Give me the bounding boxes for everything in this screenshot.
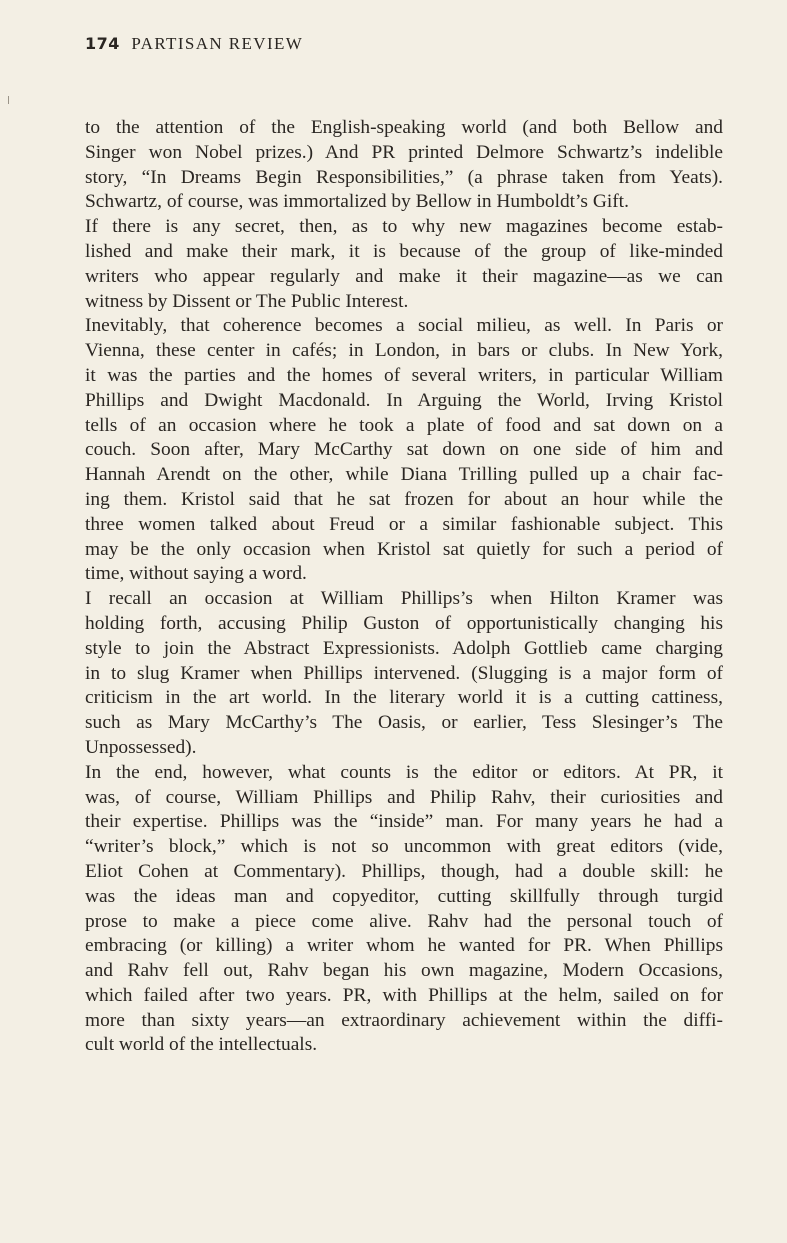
- text-line: Schwartz, of course, was immortalized by Bellow in Humboldt’s Gift.: [85, 191, 629, 213]
- text-line: lished and make their mark, it is because of the group of like-minded: [85, 240, 723, 262]
- text-line: embracing (or killing) a writer whom he wanted for PR. When Phillips: [85, 935, 723, 957]
- text-line: In the end, however, what counts is the editor or editors. At PR, it: [85, 761, 723, 783]
- text-line: more than sixty years—an extraordinary achievement within the diffi-: [85, 1009, 723, 1031]
- margin-mark: [8, 96, 9, 104]
- paragraph: [85, 761, 723, 1059]
- text-line: cult world of the intellectuals.: [85, 1034, 318, 1056]
- text-line: style to join the Abstract Expressionists. Adolph Gottlieb came charging: [85, 637, 723, 659]
- page-header: [85, 34, 303, 54]
- body-text: [85, 116, 723, 1058]
- text-line: was the ideas man and copyeditor, cutting skillfully through turgid: [85, 885, 723, 907]
- running-head: PARTISAN REVIEW: [131, 34, 304, 53]
- text-line: time, without saying a word.: [85, 563, 307, 585]
- text-line: which failed after two years. PR, with Phillips at the helm, sailed on for: [85, 984, 723, 1006]
- text-line: such as Mary McCarthy’s The Oasis, or earlier, Tess Slesinger’s The: [85, 712, 723, 734]
- text-line: their expertise. Phillips was the “inside” man. For many years he had a: [85, 811, 723, 833]
- text-line: If there is any secret, then, as to why new magazines become estab-: [85, 216, 723, 238]
- text-line: three women talked about Freud or a similar fashionable subject. This: [85, 513, 723, 535]
- paragraph: [85, 215, 723, 314]
- paragraph: [85, 587, 723, 761]
- text-line: Inevitably, that coherence becomes a social milieu, as well. In Paris or: [85, 315, 723, 337]
- text-line: in to slug Kramer when Phillips intervened. (Slugging is a major form of: [85, 662, 723, 684]
- text-line: “writer’s block,” which is not so uncommon with great editors (vide,: [85, 836, 723, 858]
- text-line: witness by Dissent or The Public Interest.: [85, 290, 409, 312]
- text-line: Eliot Cohen at Commentary). Phillips, though, had a double skill: he: [85, 860, 723, 882]
- text-line: criticism in the art world. In the literary world it is a cutting cattiness,: [85, 687, 723, 709]
- text-line: prose to make a piece come alive. Rahv had the personal touch of: [85, 910, 723, 932]
- text-line: Hannah Arendt on the other, while Diana Trilling pulled up a chair fac-: [85, 464, 723, 486]
- text-line: couch. Soon after, Mary McCarthy sat down on one side of him and: [85, 439, 723, 461]
- page-number: 174: [85, 34, 120, 53]
- text-line: to the attention of the English-speaking world (and both Bellow and: [85, 117, 723, 138]
- text-line: writers who appear regularly and make it their magazine—as we can: [85, 265, 723, 287]
- text-line: it was the parties and the homes of several writers, in particular William: [85, 364, 723, 386]
- text-line: holding forth, accusing Philip Guston of opportunistically changing his: [85, 612, 723, 634]
- paragraph: [85, 116, 723, 215]
- text-line: Singer won Nobel prizes.) And PR printed Delmore Schwartz’s indelible: [85, 141, 723, 163]
- text-line: ing them. Kristol said that he sat frozen for about an hour while the: [85, 488, 723, 510]
- text-line: Phillips and Dwight Macdonald. In Arguing the World, Irving Kristol: [85, 389, 723, 411]
- text-line: was, of course, William Phillips and Philip Rahv, their curiosities and: [85, 786, 723, 808]
- text-line: I recall an occasion at William Phillips’s when Hilton Kramer was: [85, 588, 723, 610]
- text-line: Unpossessed).: [85, 736, 197, 758]
- text-line: story, “In Dreams Begin Responsibilities,” (a phrase taken from Yeats).: [85, 166, 723, 188]
- text-line: may be the only occasion when Kristol sat quietly for such a period of: [85, 538, 723, 560]
- text-line: tells of an occasion where he took a plate of food and sat down on a: [85, 414, 723, 436]
- text-line: Vienna, these center in cafés; in London, in bars or clubs. In New York,: [85, 340, 723, 362]
- text-line: and Rahv fell out, Rahv began his own magazine, Modern Occasions,: [85, 960, 723, 982]
- paragraph: [85, 314, 723, 587]
